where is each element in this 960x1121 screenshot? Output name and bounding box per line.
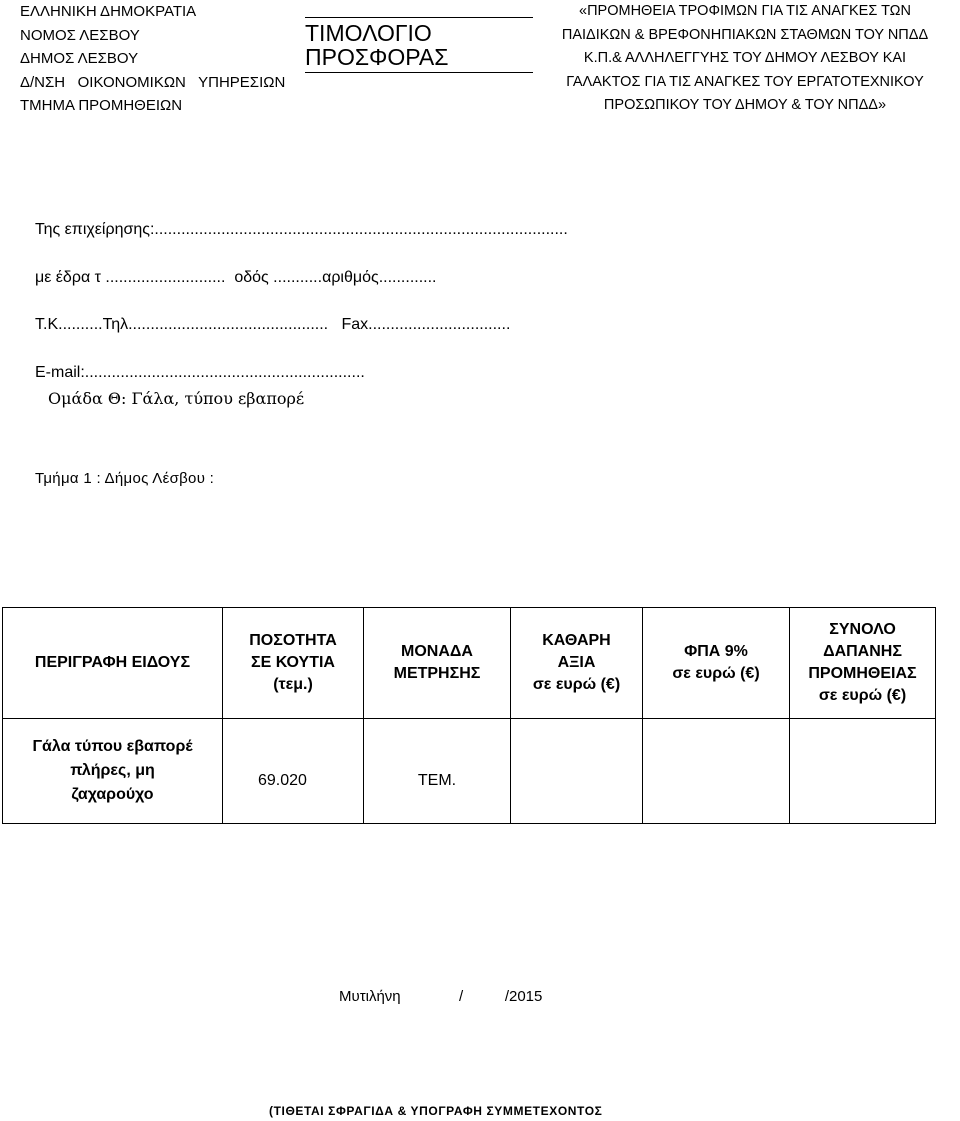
authority-line: ΝΟΜΟΣ ΛΕΣΒΟΥ [20, 26, 140, 44]
header-quantity [223, 608, 364, 719]
item-vat-cell[interactable] [643, 719, 790, 824]
subject-line: ΠΑΙΔΙΚΩΝ & ΒΡΕΦΟΝΗΠΙΑΚΩΝ ΣΤΑΘΜΩΝ ΤΟΥ ΝΠΔΔ [561, 26, 929, 43]
subject-line: Κ.Π.& ΑΛΛΗΛΕΓΓΥΗΣ ΤΟΥ ΔΗΜΟΥ ΛΕΣΒΟΥ ΚΑΙ [583, 50, 907, 66]
item-description-line: ζαχαρούχο [71, 786, 154, 803]
place-date-line[interactable]: Μυτιλήνη / /2015 [339, 988, 543, 1005]
header-net-value-line: ΑΞΙΑ [557, 654, 596, 671]
header-quantity-line: ΣΕ ΚΟΥΤΙΑ [251, 654, 335, 671]
header-total-line: ΔΑΠΑΝΗΣ [823, 643, 902, 660]
header-unit-line: ΜΕΤΡΗΣΗΣ [393, 665, 481, 682]
item-quantity: 69.020 [223, 719, 364, 824]
header-vat [643, 608, 790, 719]
header-net-value-line: ΚΑΘΑΡΗ [542, 632, 611, 649]
subject-line: «ΠΡΟΜΗΘΕΙΑ ΤΡΟΦΙΜΩΝ ΓΙΑ ΤΙΣ ΑΝΑΓΚΕΣ ΤΩΝ [579, 3, 911, 19]
signature-stamp-note: (ΤΙΘΕΤΑΙ ΣΦΡΑΓΙΔΑ & ΥΠΟΓΡΑΦΗ ΣΥΜΜΕΤΕΧΟΝΤΟΣ [269, 1104, 603, 1118]
item-total-cell[interactable] [790, 719, 936, 824]
authority-line: Δ/ΝΣΗ ΟΙΚΟΝΟΜΙΚΩΝ ΥΠΗΡΕΣΙΩΝ [20, 73, 286, 91]
phone-fax-field[interactable]: Τ.Κ..........Τηλ............................................. Fax................................ [35, 316, 511, 333]
header-net-value [511, 608, 643, 719]
header-total [790, 608, 936, 719]
document-title [305, 17, 533, 73]
item-description-line: Γάλα τύπου εβαπορέ [32, 738, 193, 755]
authority-line: ΤΜΗΜΑ ΠΡΟΜΗΘΕΙΩΝ [20, 97, 183, 114]
header-net-value-line: σε ευρώ (€) [532, 676, 621, 693]
header-unit [364, 608, 511, 719]
table-header-row [3, 608, 936, 719]
company-name-field[interactable]: Της επιχείρησης:............................................................................................. [35, 221, 568, 238]
title-line-2: ΠΡΟΣΦΟΡΑΣ [305, 44, 449, 70]
group-title: Ομάδα Θ: Γάλα, τύπου εβαπορέ [48, 389, 305, 408]
header-quantity-line: (τεμ.) [273, 676, 313, 693]
subject-line: ΓΑΛΑΚΤΟΣ ΓΙΑ ΤΙΣ ΑΝΑΓΚΕΣ ΤΟΥ ΕΡΓΑΤΟΤΕΧΝΙΚΟΥ [566, 73, 924, 90]
authority-line: ΔΗΜΟΣ ΛΕΣΒΟΥ [20, 50, 139, 67]
address-field[interactable]: με έδρα τ ........................... οδός ...........αριθμός............. [35, 269, 437, 286]
header-vat-line: ΦΠΑ 9% [684, 643, 748, 660]
header-total-line: σε ευρώ (€) [818, 687, 907, 704]
header-unit-line: ΜΟΝΑΔΑ [401, 643, 473, 660]
item-net-value-cell[interactable] [511, 719, 643, 824]
subject-line: ΠΡΟΣΩΠΙΚΟΥ ΤΟΥ ΔΗΜΟΥ & ΤΟΥ ΝΠΔΔ» [603, 97, 887, 113]
offer-table [2, 607, 936, 824]
item-description [3, 719, 223, 824]
item-unit: ΤΕΜ. [364, 719, 511, 824]
procurement-subject [538, 0, 952, 118]
table-row [3, 719, 936, 824]
title-line-1: ΤΙΜΟΛΟΓΙΟ [305, 20, 432, 46]
header-description [3, 608, 223, 719]
header-vat-line: σε ευρώ (€) [672, 665, 760, 682]
issuing-authority [20, 0, 285, 118]
header-description-label: ΠΕΡΙΓΡΑΦΗ ΕΙΔΟΥΣ [34, 654, 191, 671]
header-quantity-line: ΠΟΣΟΤΗΤΑ [249, 632, 337, 649]
section-title: Τμήμα 1 : Δήμος Λέσβου : [35, 470, 215, 487]
header-total-line: ΣΥΝΟΛΟ [829, 621, 896, 638]
header-total-line: ΠΡΟΜΗΘΕΙΑΣ [808, 665, 917, 682]
authority-line: ΕΛΛΗΝΙΚΗ ΔΗΜΟΚΡΑΤΙΑ [20, 3, 197, 20]
email-field[interactable]: E-mail:............................................................... [35, 364, 365, 381]
item-description-line: πλήρες, μη [70, 762, 155, 779]
